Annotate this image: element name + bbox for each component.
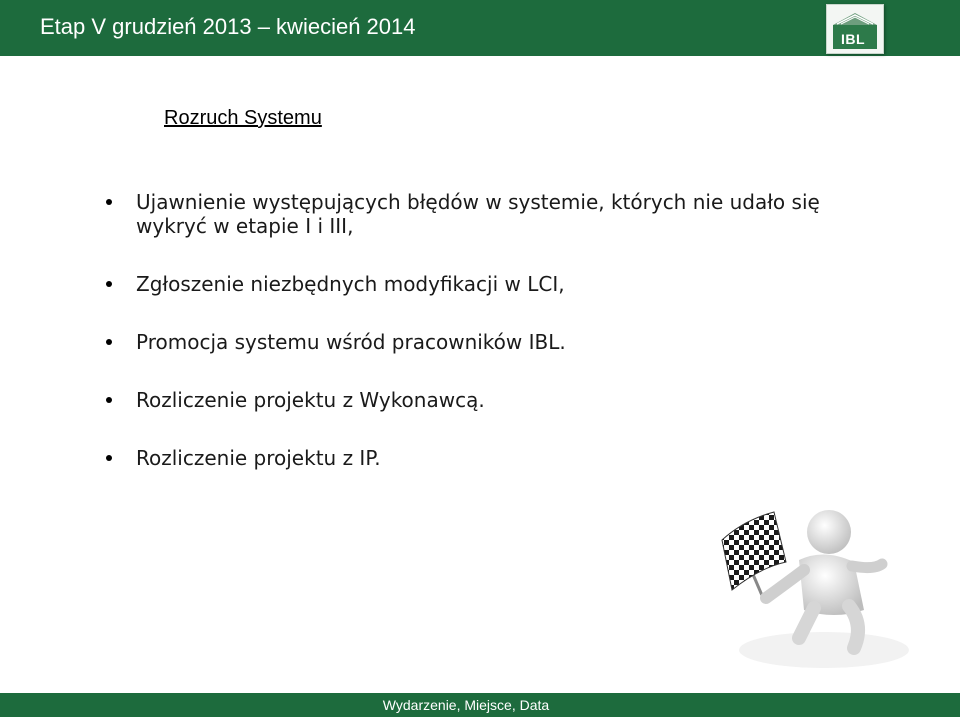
- bullet-icon: [106, 339, 112, 345]
- figure-image: [704, 500, 914, 680]
- footer-text: Wydarzenie, Miejsce, Data: [382, 697, 550, 713]
- bullet-icon: [106, 397, 112, 403]
- bullet-icon: [106, 455, 112, 461]
- bullet-list: [136, 190, 836, 504]
- checkered-flag-figure-icon: [704, 500, 914, 680]
- list-item: Rozliczenie projektu z IP.: [136, 446, 836, 470]
- logo-text: IBL: [841, 31, 866, 47]
- footer-bar: [0, 693, 960, 717]
- list-item: Zgłoszenie niezbędnych modyfikacji w LCI,: [136, 272, 836, 296]
- header-bar: [0, 0, 960, 56]
- ibl-logo: [826, 4, 884, 54]
- section-heading: Rozruch Systemu: [164, 107, 322, 129]
- bullet-icon: [106, 281, 112, 287]
- bullet-icon: [106, 199, 112, 205]
- list-item: Promocja systemu wśród pracowników IBL.: [136, 330, 836, 354]
- list-item: Rozliczenie projektu z Wykonawcą.: [136, 388, 836, 412]
- list-item: Ujawnienie występujących błędów w systemie, których nie udało się wykryć w etapie I i III,: [136, 190, 836, 238]
- slide-title: Etap V grudzień 2013 – kwiecień 2014: [40, 14, 416, 39]
